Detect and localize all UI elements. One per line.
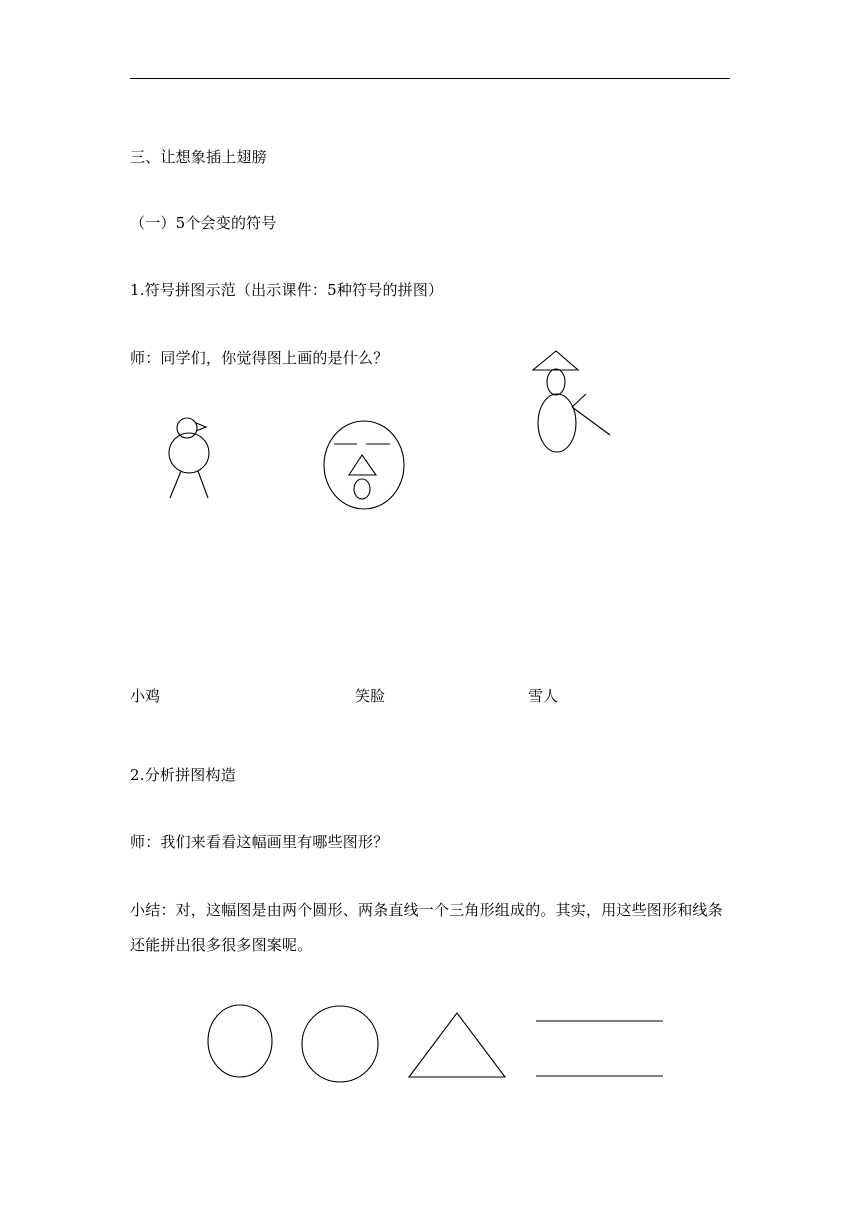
chick-body	[169, 433, 209, 473]
step1-question: 师：同学们，你觉得图上画的是什么？	[130, 349, 389, 367]
shape-circle-small	[208, 1005, 272, 1077]
shapes-row	[200, 1000, 670, 1090]
step2-title: 2.分析拼图构造	[130, 766, 236, 784]
chick-label: 小鸡	[130, 687, 161, 705]
snowman-figure	[528, 345, 618, 457]
snowman-hat	[533, 351, 578, 370]
chick-right-leg	[198, 471, 208, 498]
shape-triangle	[409, 1013, 505, 1077]
snowman-body	[538, 394, 576, 452]
snowman-head	[547, 369, 565, 395]
snowman-label: 雪人	[528, 687, 559, 705]
step1-title: 1.符号拼图示范（出示课件：5种符号的拼图）	[130, 281, 444, 299]
step2-summary: 小结：对，这幅图是由两个圆形、两条直线一个三角形组成的。其实，用这些图形和线条还能拼出很多很多图案呢。	[130, 901, 723, 954]
face-figure	[320, 418, 410, 513]
face-label: 笑脸	[355, 687, 386, 705]
face-nose-triangle	[349, 455, 376, 475]
shape-circle-large	[302, 1006, 378, 1082]
chick-figure	[160, 410, 220, 505]
section-subheading: （一）5个会变的符号	[130, 214, 277, 232]
section-heading: 三、让想象插上翅膀	[130, 148, 267, 166]
snowman-arm-branch	[572, 394, 586, 407]
step2-question: 师：我们来看看这幅画里有哪些图形？	[130, 833, 389, 851]
face-mouth	[354, 479, 370, 499]
snowman-arm-stick	[572, 407, 610, 435]
face-outline	[324, 421, 404, 509]
chick-left-leg	[170, 471, 181, 498]
header-rule	[130, 78, 730, 79]
